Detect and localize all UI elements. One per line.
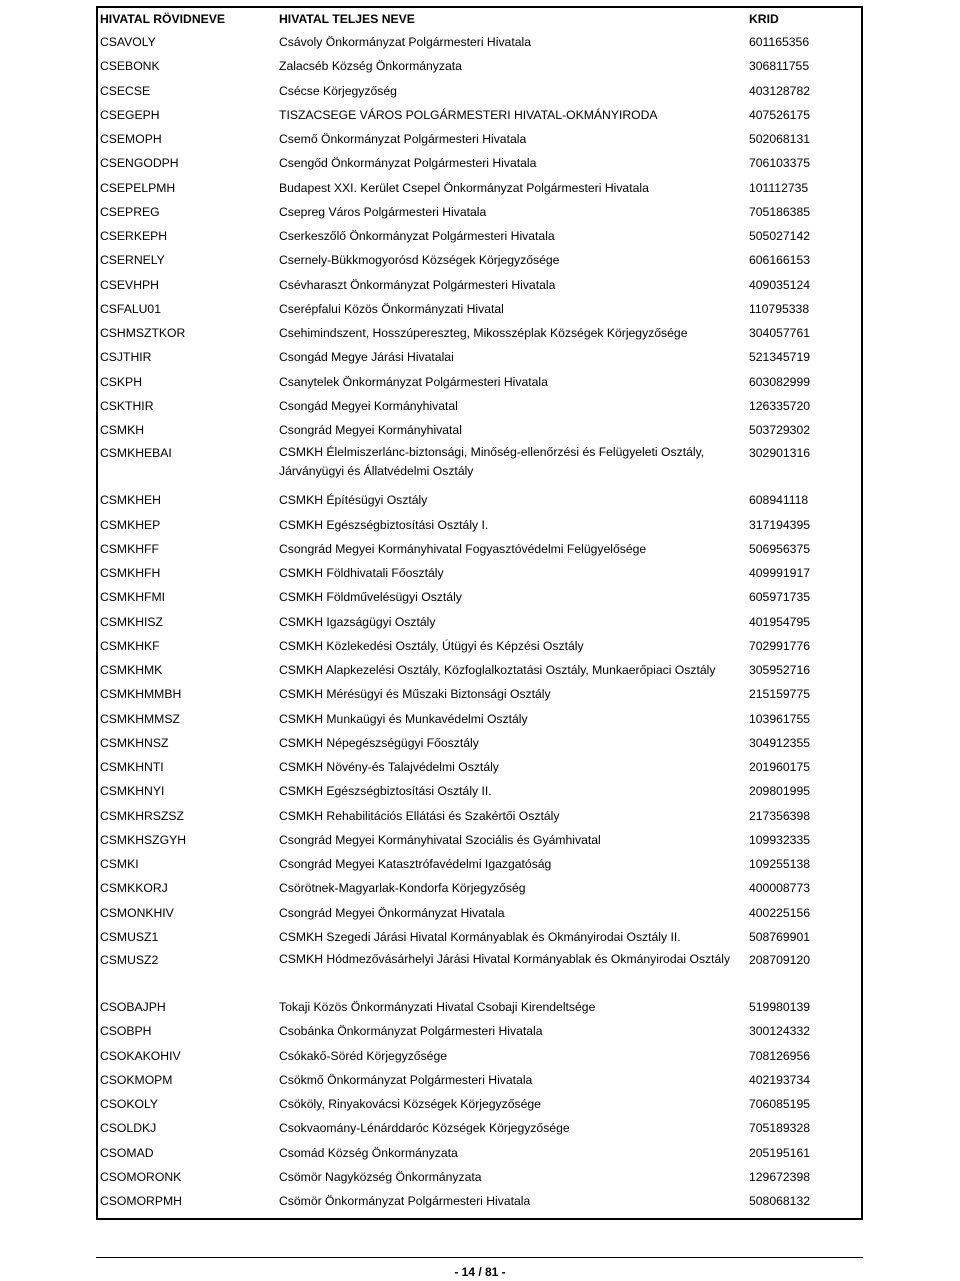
krid-cell: 601165356 (749, 35, 810, 50)
krid-cell: 702991776 (749, 638, 811, 653)
table-row (98, 297, 860, 321)
name-cell: Csongád Megye Járási Hivatalai (279, 350, 454, 365)
table-row (98, 876, 860, 900)
table-row (98, 1044, 860, 1068)
table-row (98, 537, 860, 561)
table-body (98, 30, 860, 1213)
name-cell: Csömör Önkormányzat Polgármesteri Hivatala (279, 1194, 531, 1209)
name-cell: Csongrád Megyei Kormányhivatal Fogyasztóvédelmi Felügyelősége (279, 541, 647, 556)
page-number: - 14 / 81 - (454, 1265, 506, 1279)
code-cell: CSMKHEH (100, 493, 161, 508)
code-cell: CSMKHMMSZ (100, 711, 180, 726)
krid-cell: 705186385 (749, 204, 811, 219)
krid-cell: 519980139 (749, 1000, 811, 1015)
code-cell: CSEPELPMH (100, 180, 176, 195)
krid-cell: 304912355 (749, 735, 811, 750)
code-cell: CSMKHRSZSZ (100, 808, 184, 823)
name-cell: Csemő Önkormányzat Polgármesteri Hivatala (279, 132, 527, 147)
code-cell: CSOKOLY (100, 1097, 159, 1112)
code-cell: CSMKHNTI (100, 760, 164, 775)
krid-cell: 506956375 (749, 541, 811, 556)
code-cell: CSEVHPH (100, 277, 159, 292)
krid-cell: 606166153 (749, 253, 811, 268)
krid-cell: 409035124 (749, 277, 811, 292)
name-cell: Csörötnek-Magyarlak-Kondorfa Körjegyzőség (279, 881, 526, 896)
code-cell: CSECSE (100, 83, 151, 98)
table-row (98, 1068, 860, 1092)
code-cell: CSMKH (100, 423, 145, 438)
name-cell: Csongrád Megyei Katasztrófavédelmi Igazgatóság (279, 857, 552, 872)
table-row (98, 1189, 860, 1213)
code-cell: CSMUSZ1 (100, 929, 159, 944)
krid-cell: 201960175 (749, 760, 811, 775)
krid-cell: 209801995 (749, 784, 811, 799)
name-cell: Csepreg Város Polgármesteri Hivatala (279, 204, 487, 219)
table-row (98, 103, 860, 127)
name-cell: Budapest XXI. Kerület Csepel Önkormányzat Polgármesteri Hivatala (279, 180, 649, 195)
table-row (98, 442, 860, 488)
table-row (98, 949, 860, 995)
krid-cell: 401954795 (749, 614, 811, 629)
krid-cell: 305952716 (749, 663, 811, 678)
krid-cell: 317194395 (749, 517, 811, 532)
code-cell: CSOMAD (100, 1145, 154, 1160)
name-cell: Csobánka Önkormányzat Polgármesteri Hivatala (279, 1024, 543, 1039)
code-cell: CSENGODPH (100, 156, 179, 171)
code-cell: CSOBPH (100, 1024, 152, 1039)
table-row (98, 248, 860, 272)
krid-cell: 508769901 (749, 929, 811, 944)
code-cell: CSMKHKF (100, 638, 160, 653)
code-cell: CSMKHISZ (100, 614, 163, 629)
name-cell: Csomád Község Önkormányzata (279, 1145, 458, 1160)
table-row (98, 151, 860, 175)
code-cell: CSMKHFF (100, 541, 159, 556)
name-cell: Csókakő-Söréd Körjegyzősége (279, 1048, 448, 1063)
name-cell: Csongrád Megyei Kormányhivatal Szociális és Gyámhivatal (279, 832, 601, 847)
krid-cell: 400008773 (749, 881, 811, 896)
code-cell: CSMKHEBAI (100, 446, 172, 461)
table-row (98, 394, 860, 418)
table-row (98, 513, 860, 537)
name-cell: Csököly, Rinyakovácsi Községek Körjegyzősége (279, 1097, 541, 1112)
krid-cell: 306811755 (749, 59, 810, 74)
code-cell: CSOKAKOHIV (100, 1048, 181, 1063)
krid-cell: 109255138 (749, 857, 811, 872)
table-row (98, 585, 860, 609)
name-cell: Csernely-Bükkmogyorósd Községek Körjegyzősége (279, 253, 560, 268)
krid-cell: 101112735 (749, 180, 809, 195)
krid-cell: 605971735 (749, 590, 811, 605)
name-cell: CSMKH Növény-és Talajvédelmi Osztály (279, 760, 499, 775)
code-cell: CSAVOLY (100, 35, 156, 50)
krid-cell: 503729302 (749, 423, 811, 438)
name-cell: Csömör Nagyközség Önkormányzata (279, 1169, 482, 1184)
table-row (98, 176, 860, 200)
table-row (98, 127, 860, 151)
krid-cell: 403128782 (749, 83, 811, 98)
name-cell: CSMKH Egészségbiztosítási Osztály I. (279, 517, 489, 532)
table-row (98, 995, 860, 1019)
name-cell: CSMKH Mérésügyi és Műszaki Biztonsági Osztály (279, 687, 551, 702)
name-cell: Csehimindszent, Hosszúpereszteg, Mikosszéplak Községek Körjegyzősége (279, 326, 688, 341)
code-cell: CSEMOPH (100, 132, 162, 147)
table-header-row (98, 8, 860, 30)
code-cell: CSMKKORJ (100, 881, 168, 896)
header-full-name: HIVATAL TELJES NEVE (279, 12, 415, 26)
krid-cell: 215159775 (749, 687, 811, 702)
krid-cell: 705189328 (749, 1121, 811, 1136)
code-cell: CSOMORPMH (100, 1194, 182, 1209)
table-row (98, 345, 860, 369)
table-row (98, 828, 860, 852)
code-cell: CSKPH (100, 374, 142, 389)
krid-cell: 603082999 (749, 374, 811, 389)
name-cell: Csanytelek Önkormányzat Polgármesteri Hivatala (279, 374, 548, 389)
krid-cell: 505027142 (749, 229, 811, 244)
krid-cell: 205195161 (749, 1145, 811, 1160)
code-cell: CSERNELY (100, 253, 165, 268)
code-cell: CSFALU01 (100, 301, 161, 316)
name-cell: Csávoly Önkormányzat Polgármesteri Hivatala (279, 35, 531, 50)
krid-cell: 400225156 (749, 905, 811, 920)
code-cell: CSMUSZ2 (100, 953, 159, 967)
name-cell: Csokvaomány-Lénárddaróc Községek Körjegyzősége (279, 1121, 570, 1136)
code-cell: CSEPREG (100, 204, 160, 219)
table-row (98, 79, 860, 103)
krid-cell: 103961755 (749, 711, 811, 726)
code-cell: CSMONKHIV (100, 905, 174, 920)
name-cell: CSMKH Közlekedési Osztály, Útügyi és Képzési Osztály (279, 638, 584, 653)
table-row (98, 634, 860, 658)
table-row (98, 925, 860, 949)
name-cell: Zalacséb Község Önkormányzata (279, 59, 462, 74)
table-row (98, 1092, 860, 1116)
table-row (98, 779, 860, 803)
table-row (98, 804, 860, 828)
footer-divider (96, 1257, 863, 1258)
krid-cell: 129672398 (749, 1169, 811, 1184)
name-cell: Csongrád Megyei Önkormányzat Hivatala (279, 905, 505, 920)
krid-cell: 109932335 (749, 832, 811, 847)
name-cell: Tokaji Közös Önkormányzati Hivatal Csobaji Kirendeltsége (279, 1000, 596, 1015)
krid-cell: 708126956 (749, 1048, 811, 1063)
krid-cell: 407526175 (749, 107, 811, 122)
header-krid: KRID (749, 12, 779, 26)
table-row (98, 30, 860, 54)
table-row (98, 273, 860, 297)
code-cell: CSMKHFH (100, 566, 161, 581)
name-cell: Csécse Körjegyzőség (279, 83, 397, 98)
code-cell: CSMKHNYI (100, 784, 165, 799)
name-cell: CSMKH Földművelésügyi Osztály (279, 590, 462, 605)
name-cell: Csongrád Megyei Kormányhivatal (279, 423, 462, 438)
code-cell: CSMKHMMBH (100, 687, 182, 702)
krid-cell: 521345719 (749, 350, 811, 365)
krid-cell: 208709120 (749, 953, 811, 967)
table-row (98, 682, 860, 706)
name-cell: CSMKH Rehabilitációs Ellátási és Szakértői Osztály (279, 808, 560, 823)
name-cell: CSMKH Munkaügyi és Munkavédelmi Osztály (279, 711, 528, 726)
name-cell: Csongád Megyei Kormányhivatal (279, 398, 458, 413)
table-row (98, 901, 860, 925)
name-cell: CSMKH Népegészségügyi Főosztály (279, 735, 479, 750)
code-cell: CSJTHIR (100, 350, 152, 365)
krid-cell: 302901316 (749, 446, 811, 461)
code-cell: CSOBAJPH (100, 1000, 166, 1015)
krid-cell: 409991917 (749, 566, 811, 581)
krid-cell: 110795338 (749, 301, 810, 316)
name-cell: CSMKH Földhivatali Főosztály (279, 566, 444, 581)
code-cell: CSMKHSZGYH (100, 832, 186, 847)
name-cell: Cserépfalui Közös Önkormányzati Hivatal (279, 301, 504, 316)
office-registry-table (98, 8, 860, 1213)
krid-cell: 608941118 (749, 493, 809, 508)
name-cell: CSMKH Egészségbiztosítási Osztály II. (279, 784, 492, 799)
name-cell: Csévharaszt Önkormányzat Polgármesteri Hivatala (279, 277, 556, 292)
table-row (98, 1165, 860, 1189)
code-cell: CSMKHFMI (100, 590, 165, 605)
table-row (98, 561, 860, 585)
name-cell: TISZACSEGE VÁROS POLGÁRMESTERI HIVATAL-OKMÁNYIRODA (279, 107, 658, 122)
code-cell: CSEGEPH (100, 107, 160, 122)
code-cell: CSEBONK (100, 59, 160, 74)
name-cell: Csengőd Önkormányzat Polgármesteri Hivatala (279, 156, 537, 171)
header-short-name: HIVATAL RÖVIDNEVE (100, 12, 226, 26)
table-row (98, 488, 860, 512)
table-row (98, 658, 860, 682)
table-row (98, 755, 860, 779)
table-row (98, 852, 860, 876)
table-row (98, 707, 860, 731)
krid-cell: 402193734 (749, 1072, 811, 1087)
name-cell: CSMKH Hódmezővásárhelyi Járási Hivatal Kormányablak és Okmányirodai Osztály (279, 952, 731, 966)
name-cell: CSMKH Alapkezelési Osztály, Közfoglalkoztatási Osztály, Munkaerőpiaci Osztály (279, 663, 716, 678)
code-cell: CSERKEPH (100, 229, 168, 244)
name-cell: Cserkeszőlő Önkormányzat Polgármesteri Hivatala (279, 229, 555, 244)
krid-cell: 126335720 (749, 398, 811, 413)
krid-cell: 300124332 (749, 1024, 811, 1039)
code-cell: CSKTHIR (100, 398, 154, 413)
name-cell: CSMKH Élelmiszerlánc-biztonsági, Minőség-ellenőrzési és Felügyeleti Osztály, Járványügyi és Állatvédelmi Osztály (279, 445, 705, 479)
table-row (98, 200, 860, 224)
code-cell: CSOMORONK (100, 1169, 182, 1184)
name-cell: CSMKH Építésügyi Osztály (279, 493, 428, 508)
table-row (98, 1019, 860, 1043)
table-row (98, 1116, 860, 1140)
code-cell: CSOLDKJ (100, 1121, 157, 1136)
table-row (98, 610, 860, 634)
table-row (98, 1141, 860, 1165)
name-cell: Csökmő Önkormányzat Polgármesteri Hivatala (279, 1072, 533, 1087)
krid-cell: 706103375 (749, 156, 811, 171)
table-row (98, 224, 860, 248)
code-cell: CSMKHMK (100, 663, 163, 678)
krid-cell: 217356398 (749, 808, 811, 823)
table-row (98, 321, 860, 345)
krid-cell: 508068132 (749, 1194, 811, 1209)
krid-cell: 502068131 (749, 132, 811, 147)
code-cell: CSMKHNSZ (100, 735, 169, 750)
name-cell: CSMKH Igazságügyi Osztály (279, 614, 436, 629)
krid-cell: 304057761 (749, 326, 811, 341)
code-cell: CSMKHEP (100, 517, 161, 532)
code-cell: CSHMSZTKOR (100, 326, 186, 341)
table-row (98, 731, 860, 755)
krid-cell: 706085195 (749, 1097, 811, 1112)
table-row (98, 54, 860, 78)
code-cell: CSMKI (100, 857, 139, 872)
name-cell: CSMKH Szegedi Járási Hivatal Kormányablak és Okmányirodai Osztály II. (279, 929, 681, 944)
table-row (98, 370, 860, 394)
code-cell: CSOKMOPM (100, 1072, 173, 1087)
table-row (98, 418, 860, 442)
